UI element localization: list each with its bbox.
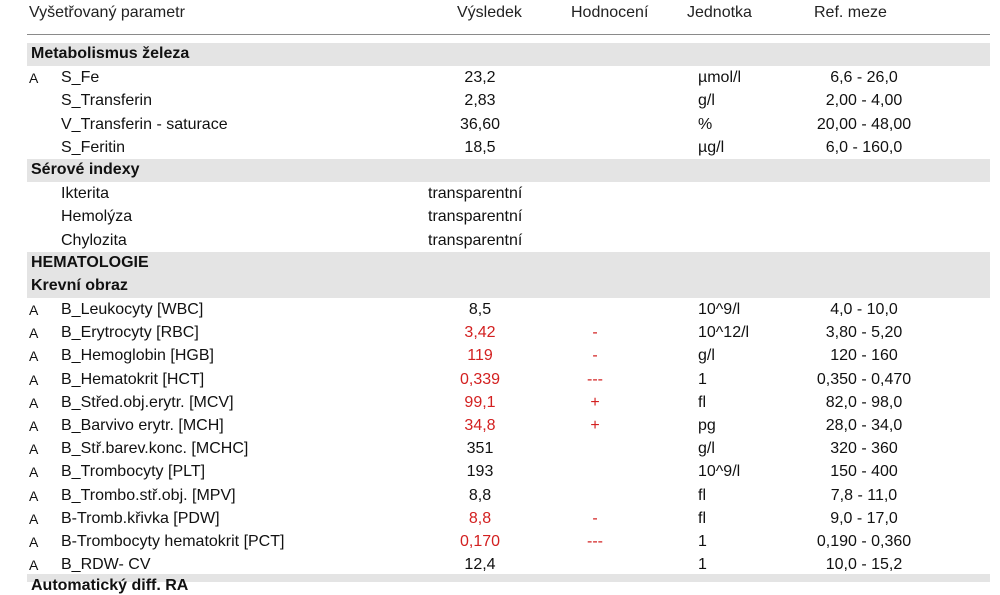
parameter-name: B_Erytrocyty [RBC] (61, 324, 199, 342)
section-header (27, 43, 990, 66)
evaluation-mark: - (592, 347, 598, 365)
evaluation-mark: --- (587, 370, 603, 388)
table-row (0, 205, 1000, 228)
parameter-name: S_Transferin (61, 92, 152, 110)
reference-range: 120 - 160 (830, 347, 898, 365)
header-result: Výsledek (457, 4, 522, 21)
parameter-name: Chylozita (61, 231, 127, 249)
header-param: Vyšetřovaný parametr (29, 4, 185, 21)
section-header (27, 275, 990, 298)
parameter-name: B_Hematokrit [HCT] (61, 370, 205, 388)
unit: pg (698, 417, 716, 434)
unit: fl (698, 509, 706, 527)
table-row (0, 553, 1000, 576)
parameter-name: Hemolýza (61, 208, 133, 226)
table-row (0, 229, 1000, 252)
reference-range: 6,0 - 160,0 (825, 138, 903, 156)
unit: 10^12/l (698, 324, 750, 342)
cutoff-section-title: Automatický diff. RA (31, 577, 189, 594)
result-value: 8,5 (468, 301, 492, 319)
row-flag: A (29, 325, 39, 342)
table-row (0, 530, 1000, 553)
reference-range: 82,0 - 98,0 (825, 393, 903, 411)
result-value: 18,5 (464, 138, 496, 156)
result-value: 12,4 (464, 556, 496, 574)
parameter-name: B_RDW- CV (61, 556, 151, 574)
reference-range: 6,6 - 26,0 (830, 69, 898, 87)
parameter-name: B_Leukocyty [WBC] (61, 301, 204, 319)
reference-range: 2,00 - 4,00 (825, 92, 903, 110)
table-row (0, 66, 1000, 89)
parameter-name: B_Trombo.stř.obj. [MPV] (61, 486, 236, 504)
result-value: transparentní (428, 231, 523, 249)
unit: µg/l (698, 138, 725, 156)
table-row (0, 414, 1000, 437)
result-value: transparentní (428, 208, 523, 226)
result-value: 34,8 (464, 417, 496, 434)
unit: µmol/l (698, 69, 741, 87)
parameter-name: B_Stř.barev.konc. [MCHC] (61, 440, 249, 458)
row-flag: A (29, 487, 39, 504)
result-value: 8,8 (468, 509, 492, 527)
parameter-name: B_Střed.obj.erytr. [MCV] (61, 393, 234, 411)
row-flag: A (29, 533, 39, 550)
unit: g/l (698, 347, 715, 365)
parameter-name: B_Hemoglobin [HGB] (61, 347, 214, 365)
reference-range: 10,0 - 15,2 (825, 556, 903, 574)
evaluation-mark: --- (587, 532, 603, 550)
header-ref: Ref. meze (814, 4, 887, 21)
table-row (0, 89, 1000, 112)
reference-range: 150 - 400 (830, 463, 898, 481)
parameter-name: S_Fe (61, 69, 100, 87)
table-row (0, 460, 1000, 483)
section-title: Sérové indexy (31, 160, 140, 178)
table-row (0, 136, 1000, 159)
reference-range: 0,190 - 0,360 (816, 532, 912, 550)
table-header (0, 0, 1000, 36)
parameter-name: B_Barvivo erytr. [MCH] (61, 417, 224, 434)
row-flag: A (29, 464, 39, 481)
unit: 10^9/l (698, 463, 741, 481)
parameter-name: Ikterita (61, 185, 110, 203)
header-unit: Jednotka (687, 4, 752, 21)
parameter-name: B_Trombocyty [PLT] (61, 463, 206, 481)
cutoff-section (27, 574, 990, 594)
reference-range: 320 - 360 (830, 440, 898, 458)
results-table (0, 43, 1000, 576)
table-row (0, 298, 1000, 321)
reference-range: 28,0 - 34,0 (825, 417, 903, 434)
table-row (0, 182, 1000, 205)
result-value: 119 (467, 347, 493, 365)
reference-range: 9,0 - 17,0 (830, 509, 898, 527)
result-value: 36,60 (459, 115, 501, 133)
table-row (0, 484, 1000, 507)
section-title: Krevní obraz (31, 276, 128, 294)
unit: % (698, 115, 713, 133)
row-flag: A (29, 510, 39, 527)
section-header (27, 252, 990, 275)
reference-range: 3,80 - 5,20 (825, 324, 903, 342)
section-header (27, 159, 990, 182)
table-row (0, 437, 1000, 460)
unit: fl (698, 486, 706, 504)
reference-range: 7,8 - 11,0 (830, 486, 898, 504)
unit: fl (698, 393, 706, 411)
result-value: 3,42 (464, 324, 496, 342)
unit: g/l (698, 92, 715, 110)
result-value: 99,1 (464, 393, 496, 411)
result-value: 2,83 (464, 92, 496, 110)
row-flag: A (29, 302, 39, 319)
reference-range: 4,0 - 10,0 (830, 301, 898, 319)
row-flag: A (29, 418, 39, 434)
table-row (0, 368, 1000, 391)
result-value: transparentní (428, 185, 523, 203)
unit: 1 (698, 556, 707, 574)
reference-range: 20,00 - 48,00 (816, 115, 912, 133)
unit: 1 (698, 370, 707, 388)
result-value: 0,170 (459, 532, 501, 550)
header-divider (27, 34, 990, 35)
table-row (0, 344, 1000, 367)
row-flag: A (29, 348, 39, 365)
unit: 1 (698, 532, 707, 550)
table-row (0, 113, 1000, 136)
evaluation-mark: - (592, 509, 598, 527)
result-value: 193 (466, 463, 494, 481)
result-value: 351 (466, 440, 494, 458)
row-flag: A (29, 557, 39, 574)
evaluation-mark: - (592, 324, 598, 342)
result-value: 23,2 (464, 69, 496, 87)
unit: g/l (698, 440, 715, 458)
reference-range: 0,350 - 0,470 (816, 370, 912, 388)
section-title: HEMATOLOGIE (31, 253, 149, 271)
result-value: 8,8 (468, 486, 492, 504)
row-flag: A (29, 371, 39, 388)
unit: 10^9/l (698, 301, 741, 319)
table-row (0, 321, 1000, 344)
parameter-name: B-Tromb.křivka [PDW] (61, 509, 220, 527)
header-eval: Hodnocení (571, 4, 649, 21)
table-row (0, 507, 1000, 530)
section-title: Metabolismus železa (31, 45, 190, 62)
result-value: 0,339 (459, 370, 501, 388)
parameter-name: S_Feritin (61, 138, 126, 156)
row-flag: A (29, 441, 39, 458)
parameter-name: B-Trombocyty hematokrit [PCT] (61, 532, 285, 550)
evaluation-mark: + (590, 393, 600, 411)
table-row (0, 391, 1000, 414)
evaluation-mark: + (590, 417, 600, 434)
parameter-name: V_Transferin - saturace (61, 115, 228, 133)
row-flag: A (29, 70, 39, 87)
row-flag: A (29, 394, 39, 411)
